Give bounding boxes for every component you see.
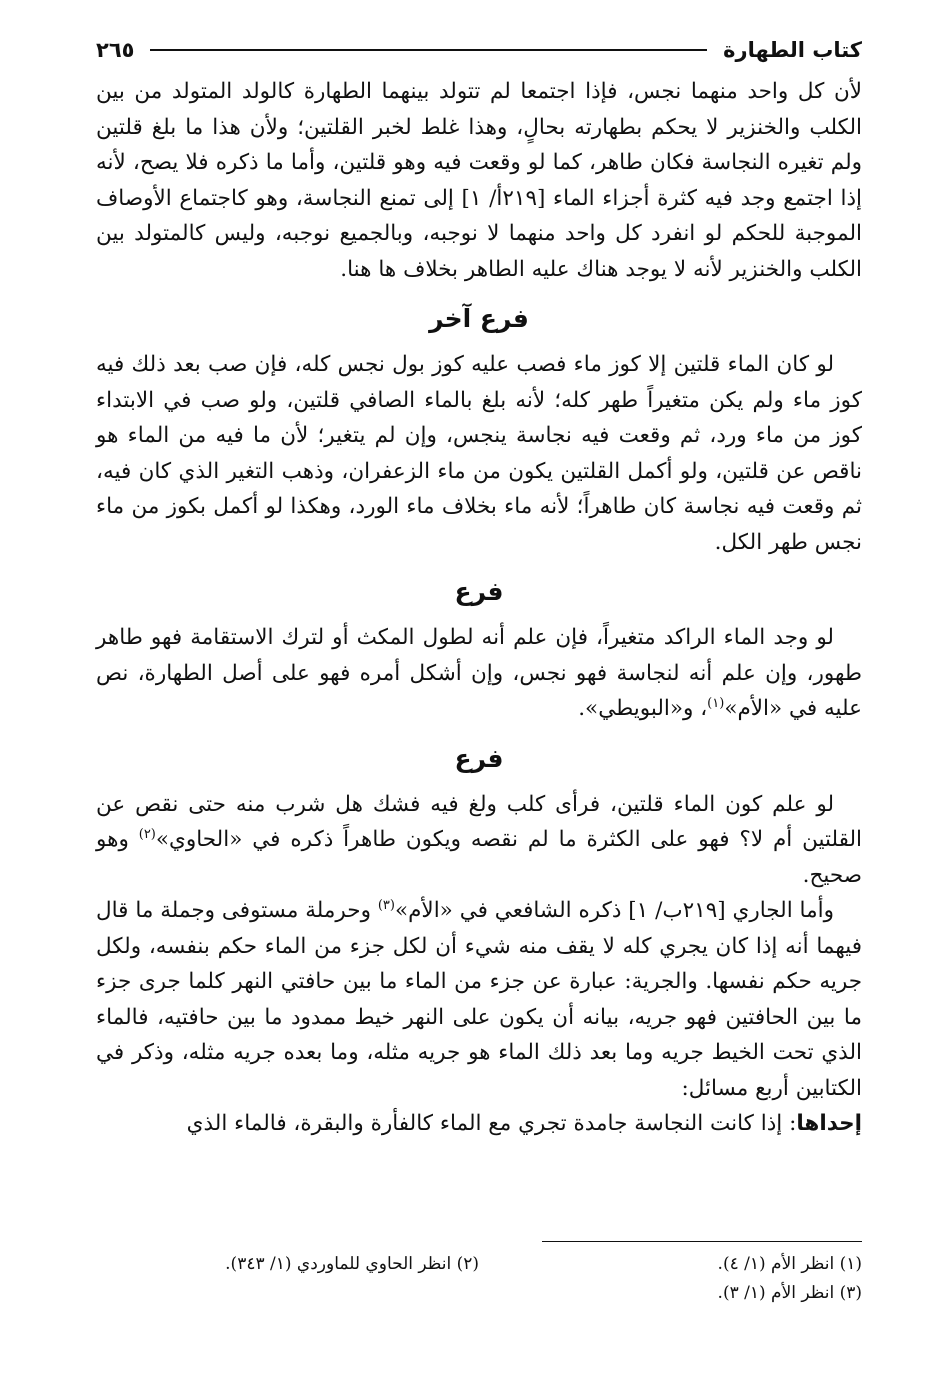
paragraph-1: لأن كل واحد منهما نجس، فإذا اجتمعا لم تتولد بينهما الطهارة كالولد المتولد من بين الكلب والخنزير لا يحكم بطهارته بحالٍ، وهذا غلط لخبر القلتين؛ ولأن هذا ما بلغ قلتين ولم تغيره النجاسة فكان طاهر، كما لو وقعت فيه وهو قلتين، وأما ما ذكره فلا يصح، لأنه إذا اجتمع وجد فيه كثرة أجزاء الماء [٢١٩أ/ ١] إلى تمنع النجاسة، وهو كاجتماع الأوصاف الموجبة للحكم لو انفرد كل واحد منهما لا نوجبه، وبالجميع نوجبه، وليس كالمتولد بين الكلب والخنزير لأنه لا يوجد هناك عليه الطاهر بخلاف ها هنا. — [96, 79, 862, 282]
footnote-ref-1: (١) — [707, 695, 725, 711]
paragraph-3-text-end: ، و«البويطي». — [578, 696, 708, 721]
paragraph-3 — [96, 620, 862, 727]
footnote-row-1 — [96, 1250, 862, 1279]
paragraph-2: لو كان الماء قلتين إلا كوز ماء فصب عليه كوز بول نجس كله، فإن صب بعد ذلك فيه كوز ماء ولم يكن متغيراً طهر كله؛ لأنه بلغ بالماء الصافي قلتين، ولو صب في الابتداء كوز من ماء ورد، ثم وقعت فيه نجاسة ينجس، وإن لم يتغير؛ لأن ما فيه من الماء هو ناقص عن قلتين، ولو أكمل القلتين يكون من ماء الزعفران، وذهب التغير الذي كان فيه، ثم وقعت فيه نجاسة كان طاهراً؛ لأنه ماء بخلاف ماء الورد، وهكذا لو أكمل بكوز من ماء نجس طهر الكل. — [96, 352, 862, 555]
paragraph-6 — [96, 1106, 862, 1142]
paragraph-6-lead-in: إحداها — [796, 1111, 862, 1136]
section-heading-far-1: فرع — [454, 577, 504, 606]
footnote-1: (١) انظر الأم (١/ ٤). — [717, 1254, 862, 1274]
footnote-3: (٣) انظر الأم (١/ ٣). — [717, 1283, 862, 1303]
book-page — [96, 28, 862, 1375]
section-heading-far-2: فرع — [454, 743, 504, 773]
paragraph-5-text-end: وحرملة مستوفى وجملة ما قال فيهما أنه إذا كان يجري كله لا يقف منه شيء أن لكل جزء من الماء حكم بنفسه، ولكل جريه حكم نفسها. والجرية: عبارة عن جزء من الماء ما بين حافتي النهر كلما جرى جزء ما بين الحافتين فهو جريه، بيانه أن يكون على النهر خيط ممدود ما بين حافتيه، فالماء الذي تحت الخيط جريه وما بعد ذلك الماء هو جريه مثله، وما بعده جريه مثله، وذكر في الكتابين أربع مسائل: — [96, 898, 862, 1101]
paragraph-5 — [96, 893, 862, 1106]
footnote-ref-2: (٢) — [138, 826, 156, 842]
paragraph-4-text-end: وهو صحيح. — [96, 827, 862, 888]
running-header — [96, 28, 862, 72]
book-title: كتاب الطهارة — [723, 38, 862, 62]
paragraph-5-text: وأما الجاري [٢١٩ب/ ١] ذكره الشافعي في «الأم» — [394, 898, 834, 923]
footnote-ref-3: (٣) — [377, 897, 395, 913]
paragraph-4-text: لو علم كون الماء قلتين، فرأى كلب ولغ فيه فشك هل شرب منه حتى نقص عن القلتين أم لا؟ فهو على الكثرة ما لم نقصه ويكون طاهراً ذكره في «الحاوي» — [96, 791, 863, 852]
body-text — [96, 74, 862, 1142]
footnote-2: (٢) انظر الحاوي للماوردي (١/ ٣٤٣). — [225, 1254, 479, 1274]
page-number: ٢٦٥ — [96, 38, 135, 62]
paragraph-6-text: : إذا كانت النجاسة جامدة تجري مع الماء كالفأرة والبقرة، فالماء الذي — [186, 1111, 797, 1136]
footnote-separator — [542, 1241, 862, 1242]
section-heading-far-akhar: فرع آخر — [429, 304, 529, 333]
footnotes — [96, 1250, 862, 1308]
paragraph-3-text: لو وجد الماء الراكد متغيراً، فإن علم أنه لطول المكث أو لترك الاستقامة فهو طاهر طهور، وإن علم أنه لنجاسة فهو نجس، وإن أشكل أمره فهو على أصل الطهارة، نص عليه في «الأم» — [96, 625, 862, 721]
paragraph-4 — [96, 787, 862, 894]
footnote-row-2 — [96, 1279, 862, 1308]
header-rule — [150, 49, 707, 51]
